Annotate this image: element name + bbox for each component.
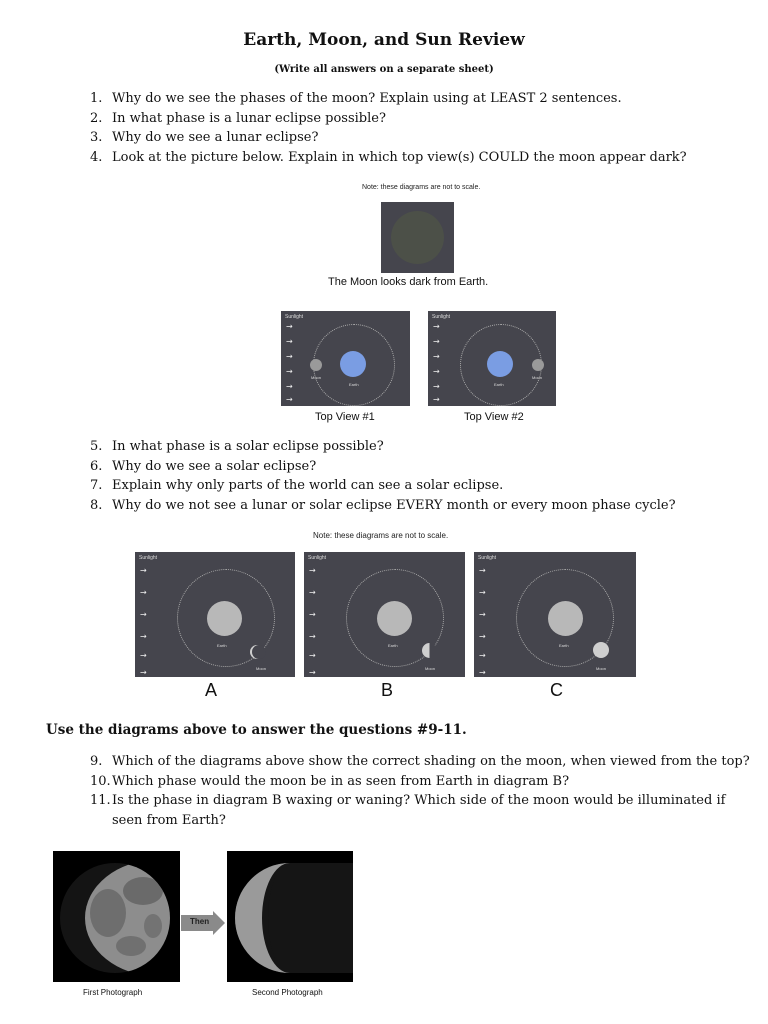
diagram-c-panel: Sunlight → → → → → → Earth Moon xyxy=(474,552,636,677)
page-title: Earth, Moon, and Sun Review xyxy=(243,30,525,50)
moon-icon xyxy=(310,359,322,371)
question-list-3 xyxy=(90,752,750,830)
question-9: 9. Which of the diagrams above show the correct shading on the moon, when viewed from the top? xyxy=(90,754,750,769)
question-4: 4. Look at the picture below. Explain in which top view(s) COULD the moon appear dark? xyxy=(90,149,687,165)
question-6: 6. Why do we see a solar eclipse? xyxy=(90,458,317,474)
top-view-1-panel: Sunlight → → → → → → Earth Moon xyxy=(281,311,410,406)
question-11: 11. Is the phase in diagram B waxing or waning? Which side of the moon would be illuminated if seen from Earth? xyxy=(90,793,726,828)
figure2-note: Note: these diagrams are not to scale. xyxy=(313,531,449,540)
question-5: 5. In what phase is a solar eclipse possible? xyxy=(90,439,384,454)
earth-icon xyxy=(340,351,366,377)
second-photograph xyxy=(227,851,353,982)
earth-icon xyxy=(548,601,583,636)
moon-half-icon xyxy=(422,643,437,658)
top-view-2-label: Top View #2 xyxy=(464,411,524,423)
top-view-2-panel: Sunlight → → → → → → Earth Moon xyxy=(428,311,556,406)
dark-moon-image xyxy=(381,202,454,273)
question-8: 8. Why do we not see a lunar or solar eclipse EVERY month or every moon phase cycle? xyxy=(90,497,676,513)
question-7: 7. Explain why only parts of the world can see a solar eclipse. xyxy=(90,478,504,493)
earth-icon xyxy=(487,351,513,377)
diagram-a-panel: Sunlight → → → → → → Earth Moon xyxy=(135,552,295,677)
earth-icon xyxy=(377,601,412,636)
diagram-b-panel: Sunlight → → → → → → Earth Moon xyxy=(304,552,465,677)
question-3: 3. Why do we see a lunar eclipse? xyxy=(90,130,319,145)
diagram-b-label: B xyxy=(381,680,394,700)
question-10: 10. Which phase would the moon be in as seen from Earth in diagram B? xyxy=(90,773,570,789)
figure1-caption: The Moon looks dark from Earth. xyxy=(328,276,489,288)
section-heading: Use the diagrams above to answer the questions #9-11. xyxy=(46,722,467,738)
question-1: 1. Why do we see the phases of the moon? Explain using at LEAST 2 sentences. xyxy=(90,91,622,106)
moon-icon xyxy=(532,359,544,371)
first-photograph xyxy=(53,851,180,982)
question-list-2 xyxy=(90,437,750,515)
page-subtitle: (Write all answers on a separate sheet) xyxy=(274,64,494,75)
diagram-c-label: C xyxy=(550,680,563,700)
then-arrow: Then xyxy=(181,911,225,935)
second-photograph-label: Second Photograph xyxy=(252,988,323,997)
moon-crescent-icon xyxy=(252,645,266,659)
figure1-note: Note: these diagrams are not to scale. xyxy=(362,184,481,191)
top-view-1-label: Top View #1 xyxy=(315,411,375,423)
question-2: 2. In what phase is a lunar eclipse possible? xyxy=(90,110,386,126)
moon-full-icon xyxy=(593,642,609,658)
first-photograph-label: First Photograph xyxy=(83,988,143,997)
question-list-1 xyxy=(90,89,750,167)
earth-icon xyxy=(207,601,242,636)
diagram-a-label: A xyxy=(205,680,218,700)
